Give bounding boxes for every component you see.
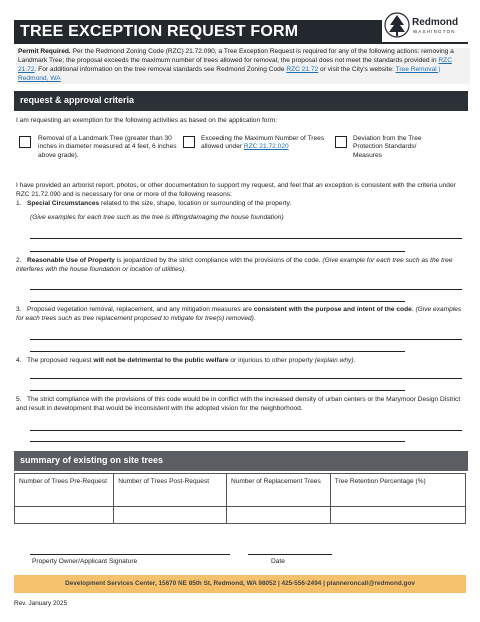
- permit-intro: [16, 48, 470, 84]
- col-retention: Tree Retention Percentage (%): [330, 474, 465, 507]
- reason-bold: will not be detrimental to the public welfare: [93, 357, 229, 364]
- date-line[interactable]: [248, 554, 332, 555]
- landmark-tree-checkbox[interactable]: [19, 136, 31, 148]
- col-replacement: Number of Replacement Trees: [226, 474, 330, 507]
- form-title: TREE EXCEPTION REQUEST FORM: [20, 23, 299, 40]
- intro-bold: Permit Required.: [18, 48, 71, 55]
- reason-number: 5.: [16, 396, 22, 403]
- landmark-tree-label: Removal of a Landmark Tree (greater than 30 inches in diameter measured at 4 feet, 6 inches above grade).: [38, 135, 177, 159]
- reason-example: (explain why): [314, 357, 354, 364]
- reason-4: [16, 357, 464, 366]
- reason-example: (Give example for each tree such as the tree interferes with the house foundation or location of utilities): [16, 257, 453, 273]
- answer-line[interactable]: [30, 251, 405, 252]
- input-trees-pre[interactable]: [15, 507, 114, 524]
- reason-1-example: [30, 214, 284, 223]
- criteria-intro: I am requesting an exemption for the following activities as based on the application form:: [16, 117, 277, 124]
- answer-line[interactable]: [30, 301, 405, 302]
- rzc-21-72-020-link[interactable]: RZC 21.72.020: [243, 143, 289, 151]
- answer-line[interactable]: [30, 289, 462, 290]
- table-header-row: [15, 474, 466, 507]
- tree-removal-link[interactable]: Tree Removal | Redmond, WA: [18, 65, 441, 82]
- section-summary-trees: [14, 451, 468, 471]
- reason-2: [16, 257, 464, 274]
- reason-tail: .: [184, 265, 187, 273]
- answer-line[interactable]: [30, 390, 405, 391]
- reason-number: 2.: [16, 257, 22, 264]
- summary-table: [14, 473, 466, 524]
- answer-line[interactable]: [30, 238, 462, 239]
- reason-number: 4.: [16, 357, 22, 364]
- col-trees-pre: Number of Trees Pre-Request: [15, 474, 114, 507]
- reason-text: is jeopardized by the strict compliance with the provisions of the code.: [114, 257, 323, 264]
- arborist-statement: I have provided an arborist report, photos, or other documentation to support my request, and feel that an exception is consistent with the criteria under RZC 21.72.090 and is necessary for one or more of the following reasons:: [16, 182, 456, 198]
- intro-text-3: or visit the City's website:: [318, 65, 396, 73]
- reason-example: (Give examples for each trees such as tree replacement proposed to mitigate for tree(s) removed): [16, 306, 462, 322]
- section-title: summary of existing on site trees: [20, 455, 164, 465]
- exceed-max-checkbox[interactable]: [183, 136, 195, 148]
- reason-3: [16, 306, 464, 323]
- col-trees-post: Number of Trees Post-Request: [114, 474, 227, 507]
- reason-5: [16, 396, 464, 413]
- reason-1: [16, 200, 464, 209]
- reason-number: 1.: [16, 200, 22, 207]
- exceed-max-text: Exceeding the Maximum Number of Trees allowed under: [201, 135, 325, 151]
- answer-line[interactable]: [30, 441, 405, 442]
- reason-pre: The proposed request: [27, 357, 94, 364]
- deviation-label: Deviation from the Tree Protection Standards/ Measures: [353, 135, 422, 159]
- answer-line[interactable]: [30, 378, 462, 379]
- reason-text: related to the size, shape, location or surrounding of the property.: [99, 200, 292, 207]
- exceed-max-label: [201, 135, 325, 152]
- reason-text: .: [411, 306, 416, 313]
- reason-bold: consistent with the purpose and intent of the code: [253, 306, 412, 313]
- contact-footer: Development Services Center, 15670 NE 85th St, Redmond, WA 98052 | 425-556-2494 | planneroncall@redmond.gov: [14, 575, 466, 593]
- answer-line[interactable]: [30, 351, 405, 352]
- revision-date: Rev. January 2025: [14, 600, 68, 607]
- reason-bold: Reasonable Use of Property: [27, 257, 115, 264]
- input-retention[interactable]: [330, 507, 465, 524]
- intro-text-1: Per the Redmond Zoning Code (RZC) 21.72.090, a Tree Exception Request is required for any of the following actions: removing a Landmark Tree; the proposal exceeds the maximum number of trees allowed for removal; the proposal does not meet the standards provided in: [18, 48, 454, 64]
- reason-text: or injurious to other property: [228, 357, 315, 364]
- reason-text: The strict compliance with the provisions of this code would be in conflict with the increased density of urban centers or the Marymoor Design District and result in development that would be inconsistent with the adopted vision for the neighborhood.: [16, 396, 461, 412]
- rzc-link-2[interactable]: RZC 21.72: [286, 65, 319, 73]
- reason-example: (Give examples for each tree such as the tree is lifting/damaging the house foundation): [30, 214, 284, 221]
- deviation-checkbox[interactable]: [335, 136, 347, 148]
- reason-tail: .: [353, 357, 356, 364]
- table-row: [15, 507, 466, 524]
- input-replacement[interactable]: [226, 507, 330, 524]
- redmond-logo: [382, 10, 472, 42]
- reason-pre: Proposed vegetation removal, replacement, and any mitigation measures are: [27, 306, 254, 313]
- rzc-link-1[interactable]: RZC 21.72: [18, 56, 452, 73]
- answer-line[interactable]: [30, 339, 462, 340]
- section-title: request & approval criteria: [20, 95, 135, 105]
- logo-subtitle: WASHINGTON: [413, 29, 456, 34]
- signature-line[interactable]: [30, 554, 230, 555]
- signature-label: Property Owner/Applicant Signature: [32, 558, 138, 565]
- reason-tail: .: [253, 314, 256, 322]
- logo-name: Redmond: [412, 17, 459, 28]
- tree-logo-icon: [384, 12, 410, 38]
- answer-line[interactable]: [30, 430, 462, 431]
- section-request-criteria: [14, 91, 468, 111]
- date-label: Date: [271, 558, 285, 565]
- input-trees-post[interactable]: [114, 507, 227, 524]
- reason-bold: Special Circumstances: [27, 200, 100, 207]
- intro-text-2: . For additional information on the tree removal standards see Redmond Zoning Code: [34, 65, 287, 73]
- reason-number: 3.: [16, 306, 22, 313]
